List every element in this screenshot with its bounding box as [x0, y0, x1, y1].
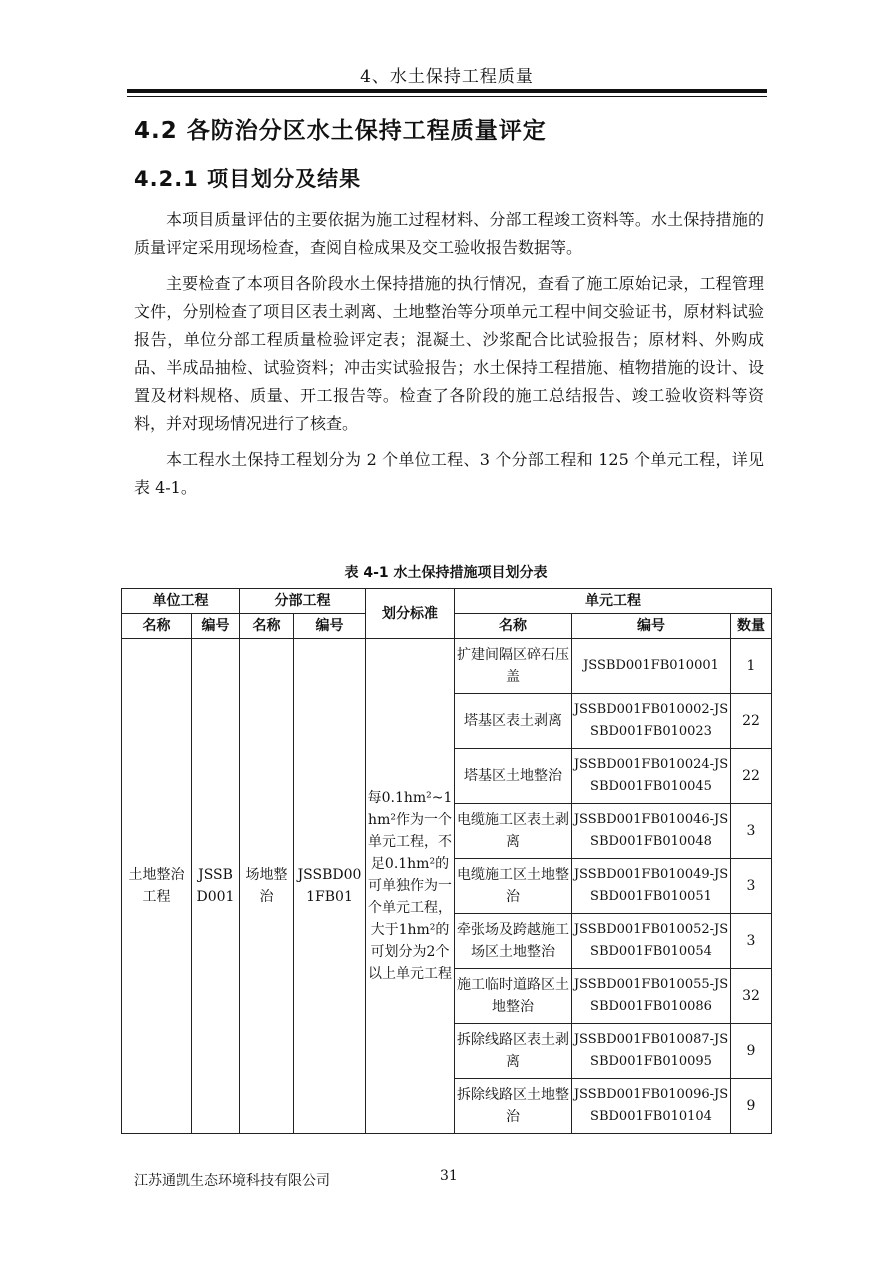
criteria-cell: 每0.1hm²~1hm²作为一个单元工程，不足0.1hm²的可单独作为一个单元工程，大于1hm²的可划分为2个以上单元工程 [366, 639, 455, 1134]
paragraph: 主要检查了本项目各阶段水土保持措施的执行情况，查看了施工原始记录，工程管理文件，分别检查了项目区表土剥离、土地整治等分项单元工程中间交验证书，原材料试验报告，单位分部工程质量检验评定表；混凝土、沙浆配合比试验报告；原材料、外购成品、半成品抽检、试验资料；冲击实试验报告；水土保持工程措施、植物措施的设计、设置及材料规格、质量、开工报告等。检查了各阶段的施工总结报告、竣工验收资料等资料，并对现场情况进行了核查。 [134, 274, 764, 433]
element-name-cell: 扩建间隔区碎石压盖 [455, 639, 572, 694]
table-row [122, 639, 772, 694]
element-count-cell: 3 [731, 859, 772, 914]
element-count-cell: 22 [731, 749, 772, 804]
element-name-cell: 施工临时道路区土地整治 [455, 969, 572, 1024]
element-code-cell: JSSBD001FB010049-JSSBD001FB010051 [572, 859, 731, 914]
element-count-cell: 3 [731, 804, 772, 859]
element-name-cell: 电缆施工区土地整治 [455, 859, 572, 914]
header-unit-project: 单位工程 [122, 589, 240, 614]
section-heading: 4.2 各防治分区水土保持工程质量评定 [134, 118, 547, 144]
division-name-cell: 场地整治 [240, 639, 294, 1134]
element-count-cell: 22 [731, 694, 772, 749]
element-count-cell: 9 [731, 1024, 772, 1079]
header-element-code: 编号 [572, 614, 731, 639]
paragraph: 本项目质量评估的主要依据为施工过程材料、分部工程竣工资料等。水土保持措施的质量评定采用现场检查，查阅自检成果及交工验收报告数据等。 [134, 210, 764, 257]
header-division-code: 编号 [294, 614, 366, 639]
body-text [134, 206, 764, 502]
element-name-cell: 电缆施工区表土剥离 [455, 804, 572, 859]
header-division-project: 分部工程 [240, 589, 366, 614]
paragraph: 本工程水土保持工程划分为 2 个单位工程、3 个分部工程和 125 个单元工程，详见表 4-1。 [134, 450, 764, 497]
header-element-project: 单元工程 [455, 589, 772, 614]
subsection-heading: 4.2.1 项目划分及结果 [134, 167, 362, 191]
page-number: 31 [440, 1168, 458, 1184]
running-header: 4、水土保持工程质量 [360, 67, 534, 87]
element-name-cell: 塔基区土地整治 [455, 749, 572, 804]
header-rule-thick [127, 89, 767, 93]
element-count-cell: 9 [731, 1079, 772, 1134]
element-name-cell: 拆除线路区土地整治 [455, 1079, 572, 1134]
header-criteria: 划分标准 [366, 589, 455, 639]
element-code-cell: JSSBD001FB010001 [572, 639, 731, 694]
header-element-name: 名称 [455, 614, 572, 639]
table-caption: 表 4-1 水土保持措施项目划分表 [344, 565, 548, 581]
element-code-cell: JSSBD001FB010046-JSSBD001FB010048 [572, 804, 731, 859]
footer-company: 江苏通凯生态环境科技有限公司 [134, 1173, 330, 1189]
header-element-count: 数量 [731, 614, 772, 639]
element-code-cell: JSSBD001FB010052-JSSBD001FB010054 [572, 914, 731, 969]
element-count-cell: 1 [731, 639, 772, 694]
element-code-cell: JSSBD001FB010087-JSSBD001FB010095 [572, 1024, 731, 1079]
element-name-cell: 牵张场及跨越施工场区土地整治 [455, 914, 572, 969]
unit-code-cell: JSSBD001 [192, 639, 240, 1134]
header-unit-code: 编号 [192, 614, 240, 639]
unit-name-cell: 土地整治工程 [122, 639, 192, 1134]
element-name-cell: 拆除线路区表土剥离 [455, 1024, 572, 1079]
element-name-cell: 塔基区表土剥离 [455, 694, 572, 749]
header-unit-name: 名称 [122, 614, 192, 639]
element-count-cell: 32 [731, 969, 772, 1024]
project-division-table [121, 588, 772, 1134]
header-division-name: 名称 [240, 614, 294, 639]
division-code-cell: JSSBD001FB01 [294, 639, 366, 1134]
element-code-cell: JSSBD001FB010096-JSSBD001FB010104 [572, 1079, 731, 1134]
element-code-cell: JSSBD001FB010055-JSSBD001FB010086 [572, 969, 731, 1024]
element-code-cell: JSSBD001FB010024-JSSBD001FB010045 [572, 749, 731, 804]
header-rule-thin [127, 96, 767, 97]
element-code-cell: JSSBD001FB010002-JSSBD001FB010023 [572, 694, 731, 749]
element-count-cell: 3 [731, 914, 772, 969]
